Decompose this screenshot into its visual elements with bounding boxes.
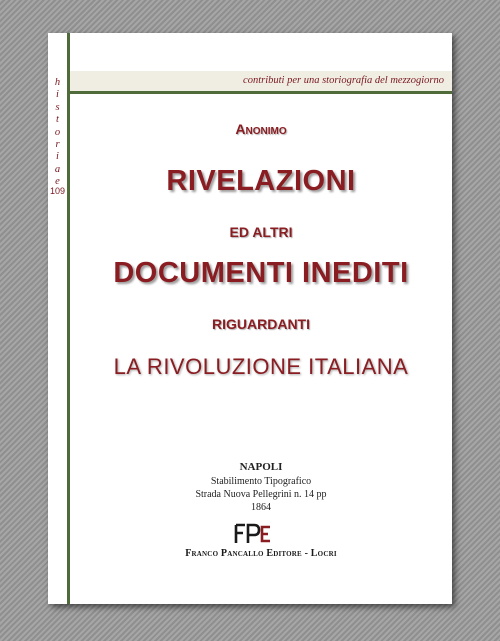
spine-letter: t [56, 114, 59, 126]
spine-letter: i [56, 89, 59, 101]
publisher-logo [233, 523, 273, 545]
publisher-name: Franco Pancallo Editore - Locri [185, 548, 337, 559]
title-line-1: RIVELAZIONI [166, 165, 356, 197]
imprint-year: 1864 [251, 502, 271, 513]
spine-letter: s [55, 101, 60, 113]
title-line-5: LA RIVOLUZIONE ITALIANA [113, 354, 409, 379]
spine-series-name [48, 77, 67, 189]
title-line-4: RIGUARDANTI [212, 316, 310, 332]
title-line-2: ED ALTRI [229, 224, 293, 240]
imprint-printer: Stabilimento Tipografico [210, 476, 312, 487]
spine-letter: h [54, 77, 61, 88]
book-cover [48, 33, 452, 604]
author-name: Anonimo [235, 121, 287, 137]
imprint-city: NAPOLI [239, 461, 283, 473]
spine-letter: o [54, 126, 61, 138]
spine-letter: e [55, 176, 60, 188]
spine-letter: r [55, 139, 60, 151]
spine-letter: i [56, 151, 59, 163]
series-title: contributi per una storiografia del mezzogiorno [243, 75, 444, 86]
spine-letter: a [54, 163, 61, 175]
title-line-3: DOCUMENTI INEDITI [113, 257, 409, 289]
imprint-address: Strada Nuova Pellegrini n. 14 pp [195, 489, 327, 500]
frame-horizontal-line [70, 91, 452, 94]
volume-number: 109 [49, 186, 66, 196]
